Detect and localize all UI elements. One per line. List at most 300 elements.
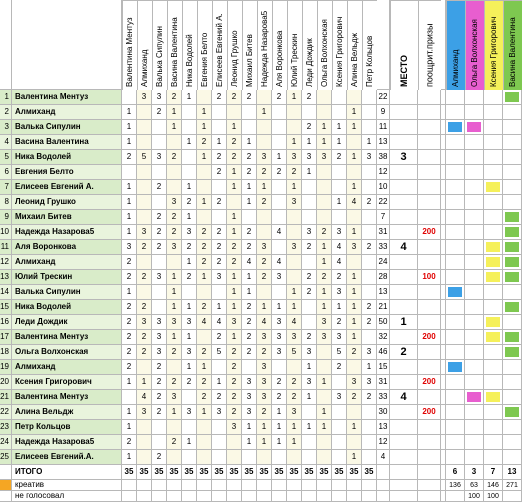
- vote-cell[interactable]: [332, 105, 347, 120]
- vote-cell[interactable]: [347, 135, 362, 150]
- vote-cell[interactable]: [332, 405, 347, 420]
- judge-mark-cell[interactable]: [484, 135, 503, 150]
- vote-cell[interactable]: 2: [137, 330, 152, 345]
- vote-cell[interactable]: 1: [212, 135, 227, 150]
- vote-cell[interactable]: [332, 435, 347, 450]
- judge-mark-cell[interactable]: [503, 270, 522, 285]
- vote-cell[interactable]: [137, 360, 152, 375]
- vote-cell[interactable]: 2: [122, 435, 137, 450]
- vote-cell[interactable]: 1: [122, 195, 137, 210]
- participant-name[interactable]: Алмиханд: [12, 255, 122, 270]
- vote-cell[interactable]: [302, 435, 317, 450]
- judge-mark-cell[interactable]: [484, 105, 503, 120]
- vote-cell[interactable]: 1: [287, 300, 302, 315]
- vote-cell[interactable]: 2: [122, 150, 137, 165]
- judge-mark-cell[interactable]: [446, 105, 465, 120]
- judge-mark-cell[interactable]: [484, 225, 503, 240]
- vote-cell[interactable]: 1: [287, 135, 302, 150]
- vote-cell[interactable]: 1: [272, 300, 287, 315]
- vote-cell[interactable]: 3: [257, 330, 272, 345]
- vote-cell[interactable]: 2: [212, 195, 227, 210]
- vote-cell[interactable]: [152, 435, 167, 450]
- vote-cell[interactable]: 1: [257, 105, 272, 120]
- vote-cell[interactable]: [302, 450, 317, 465]
- vote-cell[interactable]: 2: [302, 240, 317, 255]
- vote-cell[interactable]: [287, 210, 302, 225]
- vote-cell[interactable]: 2: [317, 225, 332, 240]
- vote-cell[interactable]: 2: [257, 165, 272, 180]
- vote-cell[interactable]: [137, 165, 152, 180]
- vote-cell[interactable]: 1: [317, 255, 332, 270]
- judge-mark-cell[interactable]: [484, 270, 503, 285]
- vote-cell[interactable]: [347, 90, 362, 105]
- participant-name[interactable]: Алмиханд: [12, 105, 122, 120]
- vote-cell[interactable]: 2: [197, 240, 212, 255]
- vote-cell[interactable]: 3: [257, 360, 272, 375]
- vote-cell[interactable]: 4: [272, 225, 287, 240]
- judge-mark-cell[interactable]: [503, 180, 522, 195]
- vote-cell[interactable]: 1: [122, 105, 137, 120]
- vote-cell[interactable]: [182, 285, 197, 300]
- vote-cell[interactable]: [302, 195, 317, 210]
- judge-mark-cell[interactable]: [503, 90, 522, 105]
- judge-mark-cell[interactable]: [503, 240, 522, 255]
- vote-cell[interactable]: [317, 210, 332, 225]
- judge-mark-cell[interactable]: [465, 135, 484, 150]
- vote-cell[interactable]: [317, 435, 332, 450]
- vote-cell[interactable]: 1: [317, 285, 332, 300]
- vote-cell[interactable]: 2: [152, 180, 167, 195]
- vote-cell[interactable]: 1: [182, 135, 197, 150]
- vote-cell[interactable]: 2: [197, 345, 212, 360]
- participant-name[interactable]: Ника Водолей: [12, 150, 122, 165]
- vote-cell[interactable]: 2: [242, 165, 257, 180]
- vote-cell[interactable]: 1: [332, 135, 347, 150]
- vote-cell[interactable]: 4: [347, 195, 362, 210]
- vote-cell[interactable]: [137, 255, 152, 270]
- vote-cell[interactable]: [197, 180, 212, 195]
- vote-cell[interactable]: [362, 225, 377, 240]
- vote-cell[interactable]: 1: [167, 405, 182, 420]
- vote-cell[interactable]: 1: [347, 120, 362, 135]
- vote-cell[interactable]: 3: [287, 330, 302, 345]
- participant-name[interactable]: Ника Водолей: [12, 300, 122, 315]
- vote-cell[interactable]: 1: [227, 285, 242, 300]
- vote-cell[interactable]: 2: [362, 315, 377, 330]
- vote-cell[interactable]: [167, 360, 182, 375]
- vote-cell[interactable]: 1: [197, 105, 212, 120]
- vote-cell[interactable]: 3: [272, 270, 287, 285]
- vote-cell[interactable]: 4: [287, 315, 302, 330]
- vote-cell[interactable]: 2: [122, 330, 137, 345]
- vote-cell[interactable]: 2: [287, 375, 302, 390]
- vote-cell[interactable]: [182, 165, 197, 180]
- judge-mark-cell[interactable]: [465, 450, 484, 465]
- judge-header[interactable]: Ксения Григорович: [484, 0, 503, 90]
- vote-cell[interactable]: [317, 360, 332, 375]
- judge-mark-cell[interactable]: [465, 435, 484, 450]
- judge-mark-cell[interactable]: [465, 150, 484, 165]
- vote-cell[interactable]: 1: [272, 405, 287, 420]
- judge-mark-cell[interactable]: [503, 225, 522, 240]
- column-header[interactable]: Елисеев Евгений А.: [212, 0, 227, 90]
- vote-cell[interactable]: 3: [332, 330, 347, 345]
- vote-cell[interactable]: 2: [302, 285, 317, 300]
- vote-cell[interactable]: 3: [152, 270, 167, 285]
- judge-mark-cell[interactable]: [503, 165, 522, 180]
- vote-cell[interactable]: 1: [122, 405, 137, 420]
- vote-cell[interactable]: 3: [152, 345, 167, 360]
- vote-cell[interactable]: 2: [227, 90, 242, 105]
- participant-name[interactable]: Евгения Белто: [12, 165, 122, 180]
- judge-mark-cell[interactable]: [446, 300, 465, 315]
- judge-mark-cell[interactable]: [446, 420, 465, 435]
- judge-mark-cell[interactable]: [446, 135, 465, 150]
- vote-cell[interactable]: 2: [212, 255, 227, 270]
- vote-cell[interactable]: 2: [227, 135, 242, 150]
- judge-mark-cell[interactable]: [446, 180, 465, 195]
- judge-mark-cell[interactable]: [484, 195, 503, 210]
- vote-cell[interactable]: 1: [227, 330, 242, 345]
- vote-cell[interactable]: [212, 105, 227, 120]
- vote-cell[interactable]: 1: [227, 165, 242, 180]
- vote-cell[interactable]: 3: [287, 195, 302, 210]
- judge-mark-cell[interactable]: [465, 90, 484, 105]
- vote-cell[interactable]: 2: [152, 450, 167, 465]
- vote-cell[interactable]: 1: [347, 300, 362, 315]
- vote-cell[interactable]: 2: [227, 390, 242, 405]
- vote-cell[interactable]: 2: [317, 270, 332, 285]
- vote-cell[interactable]: 1: [197, 150, 212, 165]
- vote-cell[interactable]: 3: [242, 375, 257, 390]
- judge-mark-cell[interactable]: [446, 450, 465, 465]
- vote-cell[interactable]: [137, 135, 152, 150]
- vote-cell[interactable]: 3: [122, 240, 137, 255]
- column-header[interactable]: Юлий Трескин: [287, 0, 302, 90]
- vote-cell[interactable]: 2: [197, 390, 212, 405]
- vote-cell[interactable]: 3: [182, 225, 197, 240]
- vote-cell[interactable]: [287, 120, 302, 135]
- vote-cell[interactable]: [347, 360, 362, 375]
- judge-mark-cell[interactable]: [484, 330, 503, 345]
- vote-cell[interactable]: [317, 180, 332, 195]
- vote-cell[interactable]: [317, 165, 332, 180]
- vote-cell[interactable]: 3: [362, 345, 377, 360]
- column-header[interactable]: Валентина Ментуз: [122, 0, 137, 90]
- vote-cell[interactable]: 2: [167, 435, 182, 450]
- vote-cell[interactable]: 1: [167, 330, 182, 345]
- vote-cell[interactable]: 4: [212, 315, 227, 330]
- vote-cell[interactable]: 2: [227, 360, 242, 375]
- vote-cell[interactable]: [242, 105, 257, 120]
- judge-mark-cell[interactable]: [484, 375, 503, 390]
- vote-cell[interactable]: 2: [332, 150, 347, 165]
- vote-cell[interactable]: [122, 90, 137, 105]
- judge-mark-cell[interactable]: [465, 240, 484, 255]
- judge-mark-cell[interactable]: [503, 285, 522, 300]
- judge-mark-cell[interactable]: [484, 450, 503, 465]
- vote-cell[interactable]: 2: [212, 330, 227, 345]
- vote-cell[interactable]: 4: [197, 315, 212, 330]
- vote-cell[interactable]: 2: [302, 120, 317, 135]
- vote-cell[interactable]: 2: [122, 360, 137, 375]
- participant-name[interactable]: Ольга Волхонская: [12, 345, 122, 360]
- vote-cell[interactable]: [242, 210, 257, 225]
- vote-cell[interactable]: 2: [152, 225, 167, 240]
- vote-cell[interactable]: 1: [167, 300, 182, 315]
- participant-name[interactable]: Валентина Ментуз: [12, 390, 122, 405]
- vote-cell[interactable]: [137, 180, 152, 195]
- vote-cell[interactable]: 2: [122, 300, 137, 315]
- vote-cell[interactable]: 1: [272, 150, 287, 165]
- judge-mark-cell[interactable]: [503, 435, 522, 450]
- vote-cell[interactable]: [167, 255, 182, 270]
- judge-mark-cell[interactable]: [465, 270, 484, 285]
- judge-mark-cell[interactable]: [484, 180, 503, 195]
- vote-cell[interactable]: [152, 120, 167, 135]
- judge-mark-cell[interactable]: [465, 285, 484, 300]
- judge-mark-cell[interactable]: [465, 195, 484, 210]
- vote-cell[interactable]: [242, 360, 257, 375]
- vote-cell[interactable]: [197, 420, 212, 435]
- vote-cell[interactable]: 1: [242, 135, 257, 150]
- vote-cell[interactable]: 1: [242, 435, 257, 450]
- vote-cell[interactable]: 3: [227, 315, 242, 330]
- vote-cell[interactable]: 2: [197, 375, 212, 390]
- vote-cell[interactable]: [257, 90, 272, 105]
- judge-mark-cell[interactable]: [465, 390, 484, 405]
- judge-mark-cell[interactable]: [465, 405, 484, 420]
- participant-name[interactable]: Петр Кольцов: [12, 420, 122, 435]
- vote-cell[interactable]: 2: [332, 270, 347, 285]
- vote-cell[interactable]: 2: [242, 240, 257, 255]
- vote-cell[interactable]: 3: [152, 90, 167, 105]
- judge-mark-cell[interactable]: [503, 420, 522, 435]
- vote-cell[interactable]: 2: [227, 150, 242, 165]
- vote-cell[interactable]: [212, 420, 227, 435]
- vote-cell[interactable]: [197, 165, 212, 180]
- participant-name[interactable]: Михаил Битев: [12, 210, 122, 225]
- vote-cell[interactable]: 3: [152, 330, 167, 345]
- vote-cell[interactable]: [317, 345, 332, 360]
- vote-cell[interactable]: [347, 255, 362, 270]
- vote-cell[interactable]: 1: [317, 420, 332, 435]
- vote-cell[interactable]: 2: [257, 195, 272, 210]
- participant-name[interactable]: Валентина Ментуз: [12, 330, 122, 345]
- vote-cell[interactable]: 1: [167, 270, 182, 285]
- vote-cell[interactable]: 2: [257, 345, 272, 360]
- vote-cell[interactable]: 3: [137, 405, 152, 420]
- vote-cell[interactable]: 5: [137, 150, 152, 165]
- vote-cell[interactable]: 2: [362, 300, 377, 315]
- vote-cell[interactable]: 1: [347, 450, 362, 465]
- vote-cell[interactable]: [302, 210, 317, 225]
- vote-cell[interactable]: [272, 450, 287, 465]
- column-header[interactable]: Леонид Грушко: [227, 0, 242, 90]
- vote-cell[interactable]: [212, 435, 227, 450]
- vote-cell[interactable]: [182, 390, 197, 405]
- vote-cell[interactable]: 2: [137, 345, 152, 360]
- vote-cell[interactable]: 3: [137, 225, 152, 240]
- vote-cell[interactable]: 2: [152, 390, 167, 405]
- vote-cell[interactable]: 3: [362, 150, 377, 165]
- vote-cell[interactable]: 2: [242, 225, 257, 240]
- vote-cell[interactable]: 1: [302, 420, 317, 435]
- vote-cell[interactable]: [332, 180, 347, 195]
- vote-cell[interactable]: 3: [302, 150, 317, 165]
- vote-cell[interactable]: [362, 105, 377, 120]
- vote-cell[interactable]: [287, 270, 302, 285]
- vote-cell[interactable]: 5: [212, 345, 227, 360]
- vote-cell[interactable]: 2: [212, 165, 227, 180]
- vote-cell[interactable]: [302, 105, 317, 120]
- participant-name[interactable]: Надежда Назарова5: [12, 225, 122, 240]
- vote-cell[interactable]: [362, 450, 377, 465]
- vote-cell[interactable]: [182, 120, 197, 135]
- vote-cell[interactable]: 1: [197, 120, 212, 135]
- vote-cell[interactable]: [227, 105, 242, 120]
- judge-mark-cell[interactable]: [446, 435, 465, 450]
- vote-cell[interactable]: 3: [152, 150, 167, 165]
- vote-cell[interactable]: [287, 255, 302, 270]
- vote-cell[interactable]: [347, 405, 362, 420]
- vote-cell[interactable]: [197, 435, 212, 450]
- vote-cell[interactable]: 2: [152, 375, 167, 390]
- vote-cell[interactable]: [362, 405, 377, 420]
- vote-cell[interactable]: 3: [317, 315, 332, 330]
- vote-cell[interactable]: 3: [332, 285, 347, 300]
- vote-cell[interactable]: 2: [332, 360, 347, 375]
- participant-name[interactable]: Надежда Назарова5: [12, 435, 122, 450]
- judge-mark-cell[interactable]: [446, 165, 465, 180]
- vote-cell[interactable]: 2: [182, 375, 197, 390]
- judge-mark-cell[interactable]: [484, 165, 503, 180]
- vote-cell[interactable]: [167, 450, 182, 465]
- vote-cell[interactable]: [152, 285, 167, 300]
- vote-cell[interactable]: 2: [197, 255, 212, 270]
- vote-cell[interactable]: [317, 390, 332, 405]
- judge-mark-cell[interactable]: [465, 225, 484, 240]
- participant-name[interactable]: Валентина Ментуз: [12, 90, 122, 105]
- vote-cell[interactable]: 3: [257, 390, 272, 405]
- vote-cell[interactable]: 3: [257, 150, 272, 165]
- judge-header[interactable]: Васина Валентина: [503, 0, 522, 90]
- vote-cell[interactable]: 2: [227, 345, 242, 360]
- column-header[interactable]: Леди Дождик: [302, 0, 317, 90]
- vote-cell[interactable]: 2: [197, 135, 212, 150]
- vote-cell[interactable]: [347, 210, 362, 225]
- vote-cell[interactable]: 1: [182, 255, 197, 270]
- participant-name[interactable]: Леди Дождик: [12, 315, 122, 330]
- vote-cell[interactable]: 1: [227, 225, 242, 240]
- vote-cell[interactable]: [362, 210, 377, 225]
- vote-cell[interactable]: [272, 240, 287, 255]
- vote-cell[interactable]: [182, 420, 197, 435]
- vote-cell[interactable]: [302, 255, 317, 270]
- vote-cell[interactable]: 1: [347, 180, 362, 195]
- vote-cell[interactable]: 2: [212, 240, 227, 255]
- participant-name[interactable]: Ксения Григорович: [12, 375, 122, 390]
- judge-mark-cell[interactable]: [484, 390, 503, 405]
- judge-mark-cell[interactable]: [446, 330, 465, 345]
- vote-cell[interactable]: [212, 360, 227, 375]
- vote-cell[interactable]: 2: [242, 150, 257, 165]
- judge-mark-cell[interactable]: [503, 390, 522, 405]
- vote-cell[interactable]: [272, 180, 287, 195]
- vote-cell[interactable]: 1: [242, 270, 257, 285]
- vote-cell[interactable]: [137, 420, 152, 435]
- vote-cell[interactable]: [332, 375, 347, 390]
- vote-cell[interactable]: 2: [242, 330, 257, 345]
- judge-mark-cell[interactable]: [484, 120, 503, 135]
- judge-mark-cell[interactable]: [446, 345, 465, 360]
- vote-cell[interactable]: 2: [287, 165, 302, 180]
- judge-mark-cell[interactable]: [503, 210, 522, 225]
- vote-cell[interactable]: 1: [317, 300, 332, 315]
- vote-cell[interactable]: 1: [302, 165, 317, 180]
- vote-cell[interactable]: 2: [227, 405, 242, 420]
- vote-cell[interactable]: 1: [287, 285, 302, 300]
- vote-cell[interactable]: 2: [122, 270, 137, 285]
- vote-cell[interactable]: [152, 135, 167, 150]
- vote-cell[interactable]: [272, 105, 287, 120]
- vote-cell[interactable]: 1: [182, 300, 197, 315]
- judge-mark-cell[interactable]: [484, 360, 503, 375]
- vote-cell[interactable]: 1: [227, 120, 242, 135]
- vote-cell[interactable]: 2: [257, 405, 272, 420]
- vote-cell[interactable]: 1: [347, 225, 362, 240]
- vote-cell[interactable]: 4: [332, 240, 347, 255]
- vote-cell[interactable]: [362, 435, 377, 450]
- vote-cell[interactable]: 1: [332, 300, 347, 315]
- judge-mark-cell[interactable]: [503, 405, 522, 420]
- vote-cell[interactable]: 1: [197, 270, 212, 285]
- vote-cell[interactable]: [182, 450, 197, 465]
- vote-cell[interactable]: [272, 120, 287, 135]
- vote-cell[interactable]: [272, 360, 287, 375]
- participant-name[interactable]: Леонид Грушко: [12, 195, 122, 210]
- vote-cell[interactable]: [362, 120, 377, 135]
- vote-cell[interactable]: 1: [257, 180, 272, 195]
- vote-cell[interactable]: 2: [227, 375, 242, 390]
- participant-name[interactable]: Аля Воронкова: [12, 240, 122, 255]
- vote-cell[interactable]: [242, 450, 257, 465]
- vote-cell[interactable]: 1: [332, 120, 347, 135]
- vote-cell[interactable]: [302, 315, 317, 330]
- vote-cell[interactable]: 3: [137, 90, 152, 105]
- vote-cell[interactable]: 1: [257, 300, 272, 315]
- vote-cell[interactable]: 1: [227, 180, 242, 195]
- judge-mark-cell[interactable]: [503, 300, 522, 315]
- judge-mark-cell[interactable]: [446, 210, 465, 225]
- vote-cell[interactable]: [167, 165, 182, 180]
- judge-mark-cell[interactable]: [446, 315, 465, 330]
- vote-cell[interactable]: [302, 405, 317, 420]
- vote-cell[interactable]: 3: [242, 390, 257, 405]
- judge-mark-cell[interactable]: [465, 165, 484, 180]
- vote-cell[interactable]: [212, 180, 227, 195]
- vote-cell[interactable]: [287, 225, 302, 240]
- vote-cell[interactable]: 1: [287, 90, 302, 105]
- vote-cell[interactable]: 2: [227, 240, 242, 255]
- judge-mark-cell[interactable]: [446, 405, 465, 420]
- vote-cell[interactable]: 3: [332, 225, 347, 240]
- vote-cell[interactable]: 1: [137, 375, 152, 390]
- vote-cell[interactable]: 5: [287, 345, 302, 360]
- vote-cell[interactable]: 2: [167, 225, 182, 240]
- vote-cell[interactable]: 1: [167, 120, 182, 135]
- judge-mark-cell[interactable]: [503, 120, 522, 135]
